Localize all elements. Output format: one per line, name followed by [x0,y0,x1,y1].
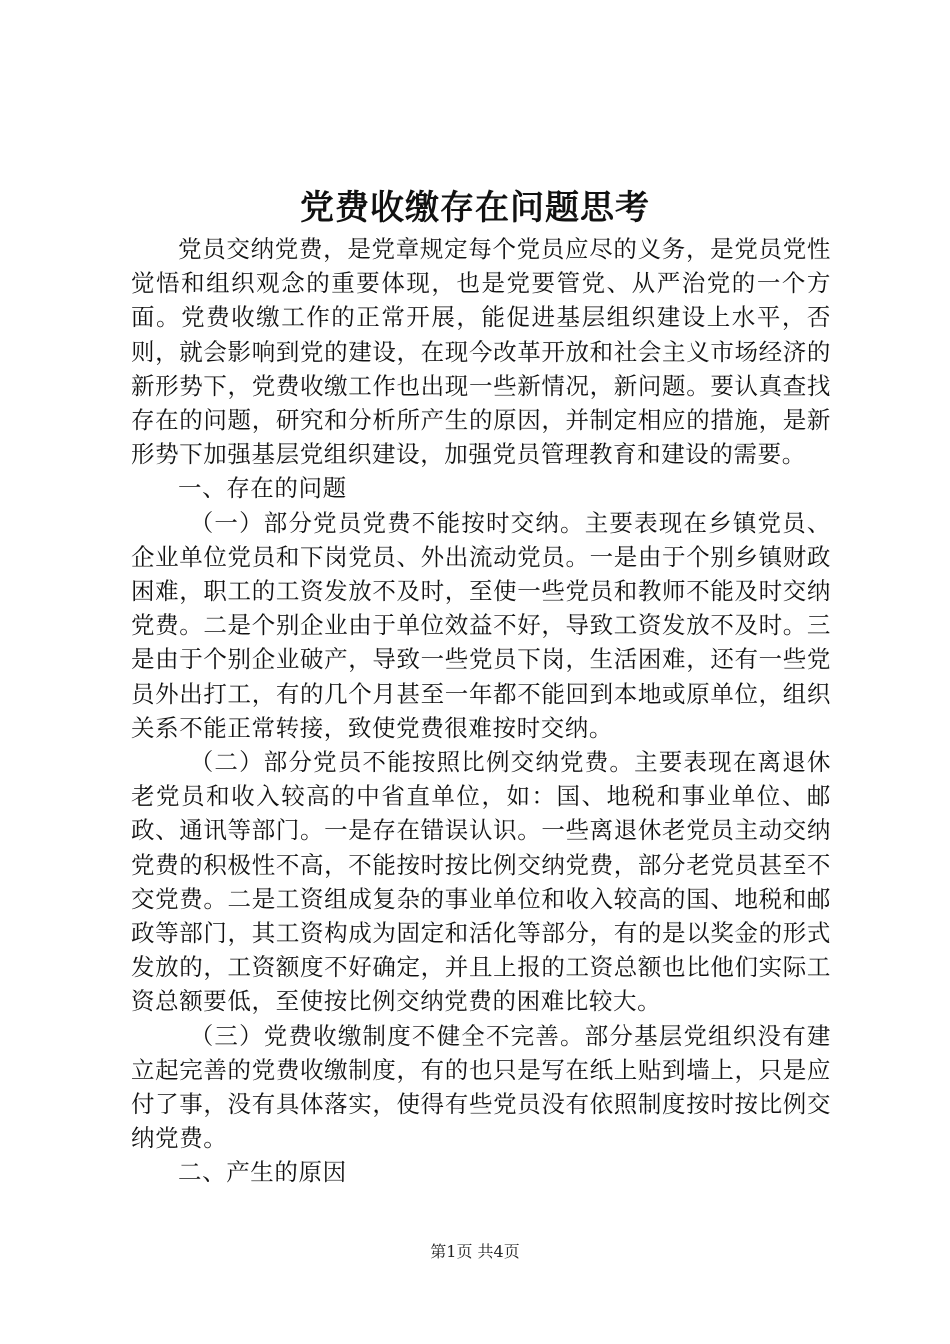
problem-paragraph-2: （二）部分党员不能按照比例交纳党费。主要表现在离退休老党员和收入较高的中省直单位，如：国、地税和事业单位、邮政、通讯等部门。一是存在错误认识。一些离退休老党员主动交纳党费的积极性不高，不能按时按比例交纳党费，部分老党员甚至不交党费。二是工资组成复杂的事业单位和收入较高的国、地税和邮政等部门，其工资构成为固定和活化等部分，有的是以奖金的形式发放的，工资额度不好确定，并且上报的工资总额也比他们实际工资总额要低，至使按比例交纳党费的困难比较大。 [131,748,831,1016]
problem-paragraph-3: （三）党费收缴制度不健全不完善。部分基层党组织没有建立起完善的党费收缴制度，有的也只是写在纸上贴到墙上，只是应付了事，没有具体落实，使得有些党员没有依照制度按时按比例交纳党费。 [131,1021,831,1153]
section-heading-causes: 二、产生的原因 [178,1158,347,1187]
document-title: 党费收缴存在问题思考 [300,188,650,228]
intro-paragraph: 党员交纳党费，是党章规定每个党员应尽的义务，是党员党性觉悟和组织观念的重要体现，也是党要管党、从严治党的一个方面。党费收缴工作的正常开展，能促进基层组织建设上水平，否则，就会影响到党的建设，在现今改革开放和社会主义市场经济的新形势下，党费收缴工作也出现一些新情况，新问题。要认真查找存在的问题，研究和分析所产生的原因，并制定相应的措施，是新形势下加强基层党组织建设，加强党员管理教育和建设的需要。 [131,235,831,469]
problem-paragraph-1: （一）部分党员党费不能按时交纳。主要表现在乡镇党员、企业单位党员和下岗党员、外出流动党员。一是由于个别乡镇财政困难，职工的工资发放不及时，至使一些党员和教师不能及时交纳党费。二是个别企业由于单位效益不好，导致工资发放不及时。三是由于个别企业破产，导致一些党员下岗，生活困难，还有一些党员外出打工，有的几个月甚至一年都不能回到本地或原单位，组织关系不能正常转接，致使党费很难按时交纳。 [131,508,831,742]
document-body [131,232,831,1190]
section-heading-problems: 一、存在的问题 [178,474,347,503]
page-footer: 第1页 共4页 [430,1242,520,1261]
